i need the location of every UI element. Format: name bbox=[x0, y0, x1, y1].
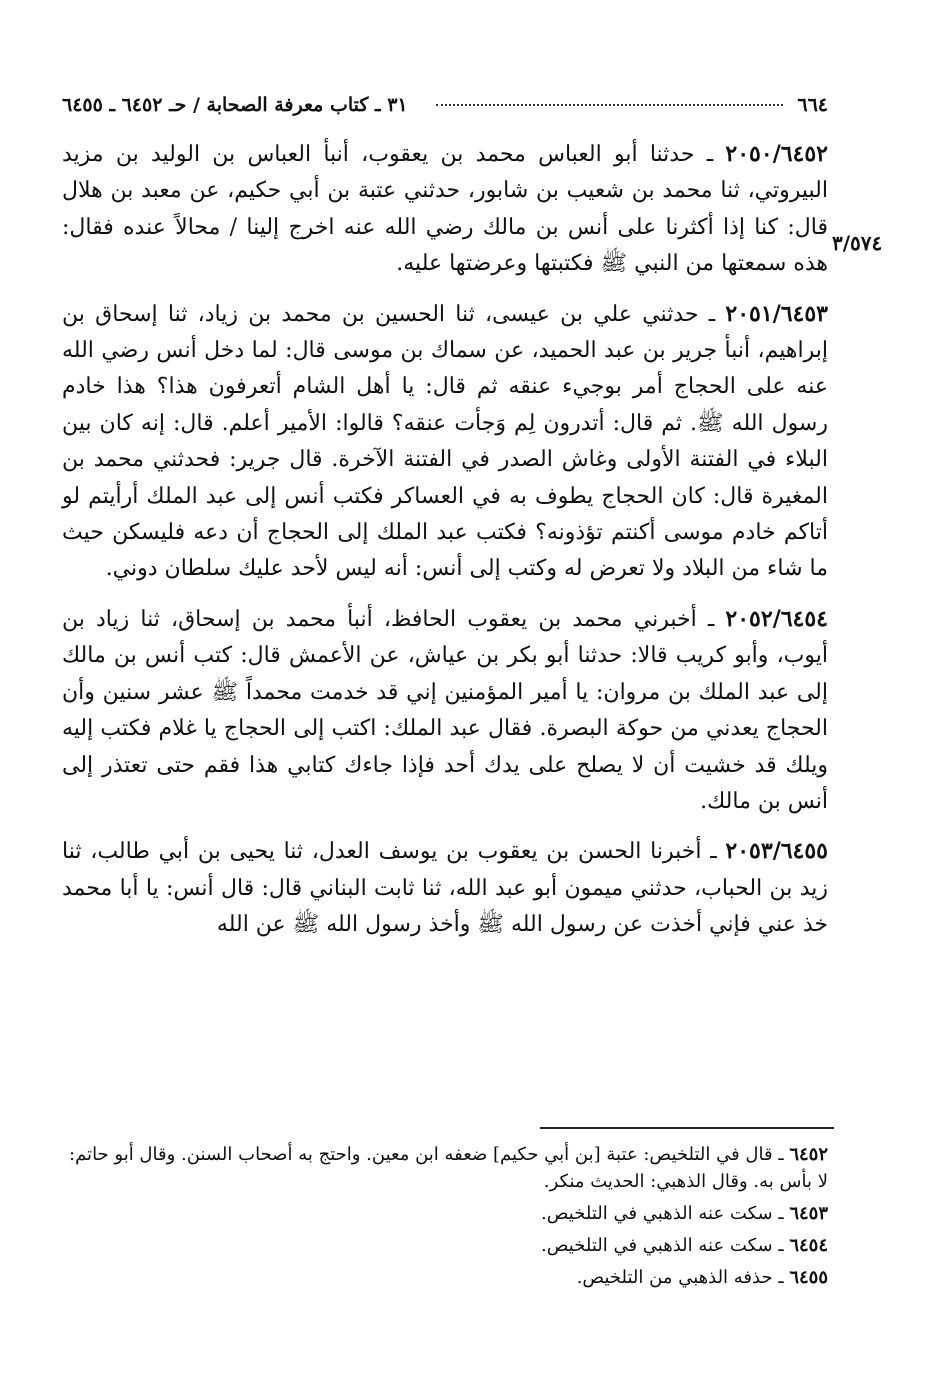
footnote-6452 bbox=[62, 1141, 828, 1195]
margin-volume-page-ref: ٣/٥٧٤ bbox=[832, 231, 883, 255]
hadith-text: ـ أخبرني محمد بن يعقوب الحافظ، أنبأ محمد بن إسحاق، ثنا زياد بن أيوب، وأبو كريب قالا: حدثنا أبو بكر بن عياش، عن الأعمش قال: كتب أنس بن مالك إلى عبد الملك بن مروان: يا أمير المؤمنين إني قد خدمت محمداً ﷺ عشر سنين وأن الحجاج يعدني من حوكة البصرة. فقال عبد الملك: اكتب إلى الحجاج يا غلام فكتب إليه ويلك قد خشيت أن لا يصلح على يدك أحد فإذا جاءك كتابي هذا فقم حتى تعتذر إلى أنس بن مالك. bbox=[62, 606, 828, 814]
footnote-separator-rule bbox=[540, 1127, 834, 1129]
footnote-6454 bbox=[62, 1232, 828, 1259]
footnote-text: ـ قال في التلخيص: عتبة [بن أبي حكيم] ضعفه ابن معين. واحتج به أصحاب السنن. وقال أبو حاتم: لا بأس به. وقال الذهبي: الحديث منكر. bbox=[69, 1144, 828, 1192]
footnote-number: ٦٤٥٢ bbox=[789, 1144, 828, 1165]
hadith-text: ـ أخبرنا الحسن بن يعقوب بن يوسف العدل، ثنا يحيى بن أبي طالب، ثنا زيد بن الحباب، حدثني ميمون أبو عبد الله، ثنا ثابت البناني قال: قال أنس: يا أبا محمد خذ عني فإني أخذت عن رسول الله ﷺ وأخذ رسول الله ﷺ عن الله bbox=[62, 839, 828, 938]
footnote-number: ٦٤٥٥ bbox=[789, 1267, 828, 1288]
hadith-text: ـ حدثني علي بن عيسى، ثنا الحسين بن محمد بن زياد، ثنا إسحاق بن إبراهيم، أنبأ جرير بن عبد الحميد، عن سماك بن موسى قال: لما دخل أنس رضي الله عنه على الحجاج أمر بوجيء عنقه ثم قال: يا أهل الشام أتعرفون هذا؟ هذا خادم رسول الله ﷺ. ثم قال: أتدرون لِم وَجأت عنقه؟ قالوا: الأمير أعلم. قال: إنه كان بين البلاء في الفتنة الأولى وغاش الصدر في الفتنة الآخرة. قال جرير: فحدثني محمد بن المغيرة قال: كان الحجاج يطوف به في العساكر فكتب أنس إلى عبد الملك أرأيتم لو أتاكم خادم موسى أكنتم تؤذونه؟ فكتب عبد الملك إلى الحجاج أن دعه فليسكن حيث ما شاء من البلاد ولا تعرض له وكتب إلى أنس: أنه ليس لأحد عليك سلطان دوني. bbox=[62, 301, 828, 582]
footnote-text: ـ سكت عنه الذهبي في التلخيص. bbox=[541, 1203, 790, 1224]
hadith-6454 bbox=[62, 601, 828, 820]
page-number: ٦٦٤ bbox=[797, 94, 828, 116]
main-text bbox=[62, 136, 828, 957]
hadith-number: ٢٠٥٠/٦٤٥٢ bbox=[725, 141, 828, 167]
footnote-text: ـ سكت عنه الذهبي في التلخيص. bbox=[541, 1235, 790, 1256]
hadith-6455 bbox=[62, 833, 828, 943]
footnotes bbox=[62, 1141, 828, 1296]
hadith-number: ٢٠٥٢/٦٤٥٤ bbox=[725, 605, 828, 632]
hadith-6452 bbox=[62, 136, 828, 283]
hadith-6453 bbox=[62, 296, 828, 588]
hadith-number: ٢٠٥٣/٦٤٥٥ bbox=[725, 838, 828, 865]
footnote-number: ٦٤٥٤ bbox=[789, 1235, 828, 1256]
header-title: ٣١ ـ كتاب معرفة الصحابة / حـ ٦٤٥٢ ـ ٦٤٥٥ bbox=[62, 94, 408, 116]
running-header bbox=[62, 90, 828, 120]
footnote-text: ـ حذفه الذهبي من التلخيص. bbox=[576, 1267, 790, 1288]
header-dotted-leader bbox=[436, 104, 784, 106]
footnote-6453 bbox=[62, 1200, 828, 1227]
hadith-text: ـ حدثنا أبو العباس محمد بن يعقوب، أنبأ العباس بن الوليد بن مزيد البيروتي، ثنا محمد بن شعيب بن شابور، حدثني عتبة بن أبي حكيم، عن معبد بن هلال قال: كنا إذا أكثرنا على أنس بن مالك رضي الله عنه اخرج إلينا / محالاً عنده فقال: هذه سمعتها من النبي ﷺ فكتبتها وعرضتها عليه. bbox=[62, 142, 828, 277]
hadith-number: ٢٠٥١/٦٤٥٣ bbox=[725, 300, 828, 327]
footnote-6455 bbox=[62, 1264, 828, 1291]
footnote-number: ٦٤٥٣ bbox=[789, 1203, 828, 1224]
